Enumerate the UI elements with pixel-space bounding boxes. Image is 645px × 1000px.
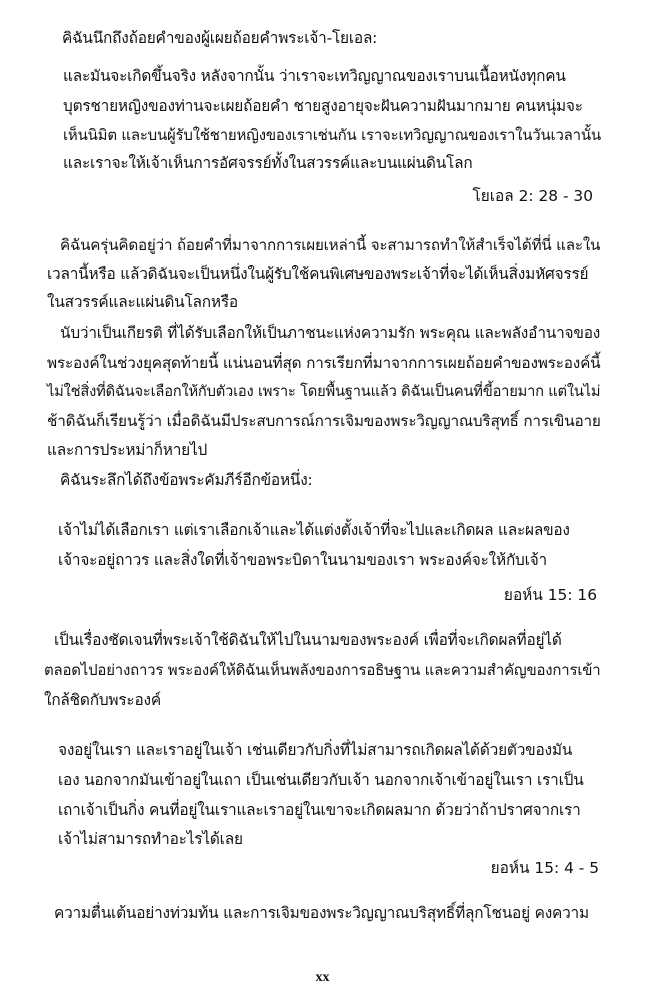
quote-line: เจ้าไม่สามารถทำอะไรได้เลย <box>58 830 243 848</box>
paragraph-line: ในสวรรค์และแผ่นดินโลกหรือ <box>47 293 238 311</box>
paragraph-line: นับว่าเป็นเกียรติ ที่ได้รับเลือกให้เป็นภาชนะแห่งความรัก พระคุณ และพลังอำนาจของ <box>60 324 601 342</box>
intro-line: คิฉันระลึกได้ถึงข้อพระคัมภีร์อีกข้อหนึ่ง: <box>60 471 313 489</box>
paragraph-line: คิฉันครุ่นคิดอยู่ว่า ถ้อยคำที่มาจากการเผยเหล่านี้ จะสามารถทำให้สำเร็จได้ที่นี่ และใน <box>60 236 601 254</box>
quote-line: เห็นนิมิต และบนผู้รับใช้ชายหญิงของเราเช่นกัน เราจะเทวิญญาณของเราในวันเวลานั้น <box>63 126 601 144</box>
quote-line: เจ้าจะอยู่ถาวร และสิ่งใดที่เจ้าขอพระบิดาในนามของเรา พระองค์จะให้กับเจ้า <box>58 551 547 569</box>
quote-reference: ยอห์น 15: 16 <box>503 586 597 604</box>
quote-line: จงอยู่ในเรา และเราอยู่ในเจ้า เช่นเดียวกับกิ่งที่ไม่สามารถเกิดผลได้ด้วยตัวของมัน <box>58 741 573 759</box>
quote-line: บุตรชายหญิงของท่านจะเผยถ้อยคำ ชายสูงอายุจะฝันความฝันมากมาย คนหนุ่มจะ <box>63 97 583 115</box>
page-number: xx <box>315 970 330 985</box>
paragraph-line: ความตื่นเต้นอย่างท่วมท้น และการเจิมของพระวิญญาณบริสุทธิ์ที่ลุกโชนอยู่ คงความ <box>54 904 589 922</box>
paragraph-line: ใกล้ชิดกับพระองค์ <box>44 691 161 709</box>
paragraph-line: ไม่ใช่สิ่งที่ดิฉันจะเลือกให้กับตัวเอง เพราะ โดยพื้นฐานแล้ว ดิฉันเป็นคนที่ขี้อายมาก แต่ในไม่ <box>47 383 601 400</box>
paragraph-line: พระองค์ในช่วงยุคสุดท้ายนี้ แน่นอนที่สุด การเรียกที่มาจากการเผยถ้อยคำของพระองค์นี้ <box>47 354 601 372</box>
intro-line: คิฉันนึกถึงถ้อยคำของผู้เผยถ้อยคำพระเจ้า-โยเอล: <box>62 29 378 47</box>
quote-line: เจ้าไม่ได้เลือกเรา แต่เราเลือกเจ้าและได้แต่งตั้งเจ้าที่จะไปและเกิดผล และผลของ <box>58 521 570 539</box>
quote-line: และมันจะเกิดขึ้นจริง หลังจากนั้น ว่าเราจะเทวิญญาณของเราบนเนื้อหนังทุกคน <box>63 67 566 85</box>
paragraph-line: ตลอดไปอย่างถาวร พระองค์ให้ดิฉันเห็นพลังของการอธิษฐาน และความสำคัญของการเข้า <box>44 661 601 679</box>
quote-line: เอง นอกจากมันเข้าอยู่ในเถา เป็นเช่นเดียวกับเจ้า นอกจากเจ้าเข้าอยู่ในเรา เราเป็น <box>58 771 584 789</box>
paragraph-line: เวลานี้หรือ แล้วดิฉันจะเป็นหนึ่งในผู้รับใช้คนพิเศษของพระเจ้าที่จะได้เห็นสิ่งมหัศจรรย์ <box>47 265 589 283</box>
quote-line: และเราจะให้เจ้าเห็นการอัศจรรย์ทั้งในสวรรค์และบนแผ่นดินโลก <box>63 154 473 172</box>
paragraph-line: ช้าดิฉันก็เรียนรู้ว่า เมื่อดิฉันมีประสบการณ์การเจิมของพระวิญญาณบริสุทธิ์ การเขินอาย <box>47 412 601 430</box>
paragraph-line: เป็นเรื่องชัดเจนที่พระเจ้าใช้ดิฉันให้ไปในนามของพระองค์ เพื่อที่จะเกิดผลที่อยู่ได้ <box>54 631 562 649</box>
quote-line: เถาเจ้าเป็นกิ่ง คนที่อยู่ในเราและเราอยู่ในเขาจะเกิดผลมาก ด้วยว่าถ้าปราศจากเรา <box>58 801 581 819</box>
quote-reference: ยอห์น 15: 4 - 5 <box>490 859 599 877</box>
paragraph-line: และการประหม่าก็หายไป <box>47 441 208 459</box>
quote-reference: โยเอล 2: 28 - 30 <box>472 187 593 205</box>
